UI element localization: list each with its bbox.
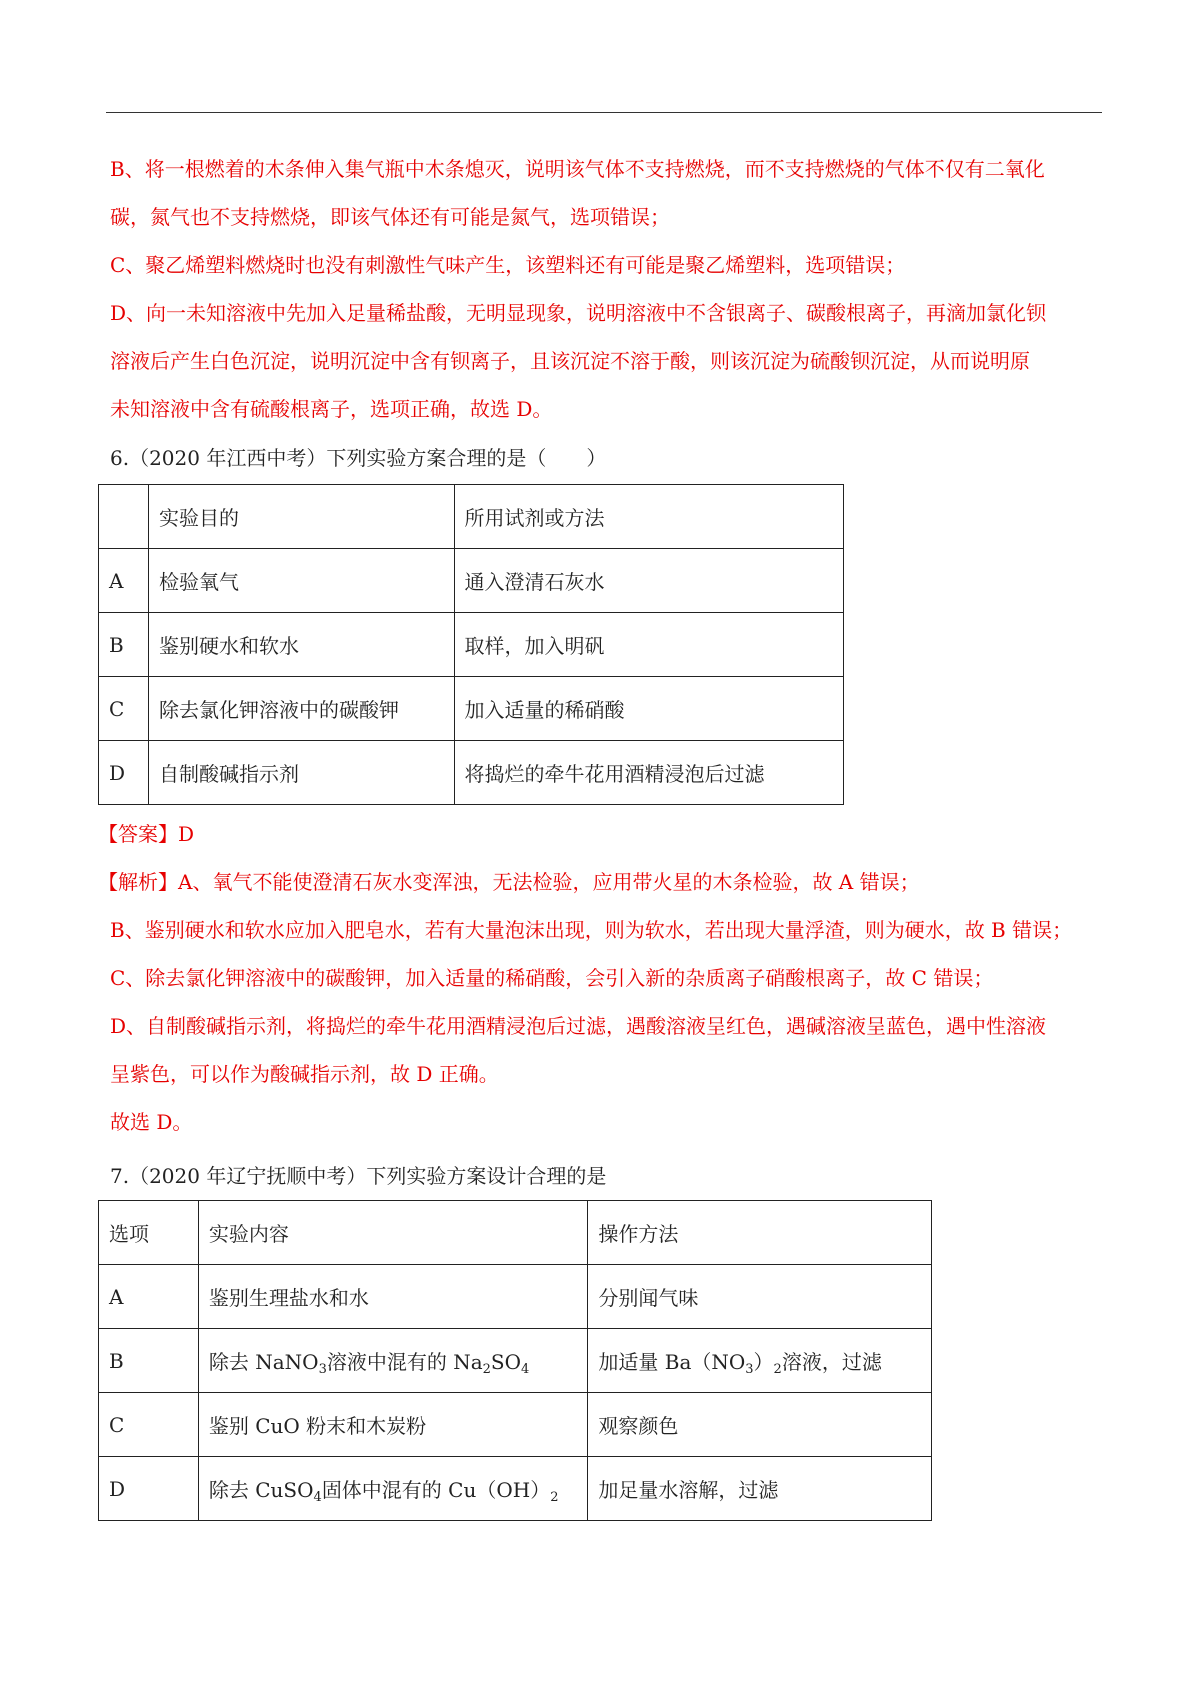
table-row (99, 1201, 932, 1265)
table-row (99, 1393, 932, 1457)
q6-cell-method: 将捣烂的牵牛花用酒精浸泡后过滤 (454, 741, 843, 805)
q7-cell-content: 鉴别 CuO 粉末和木炭粉 (198, 1393, 588, 1457)
q6-analysis-c: C、除去氯化钾溶液中的碳酸钾，加入适量的稀硝酸，会引入新的杂质离子硝酸根离子，故 C 错误； (110, 966, 994, 990)
table-row (99, 677, 844, 741)
q6-analysis-a: 【解析】A、氧气不能使澄清石灰水变浑浊，无法检验，应用带火星的木条检验，故 A 错误； (98, 870, 920, 894)
table-row (99, 485, 844, 549)
q7-header-content: 实验内容 (198, 1201, 588, 1265)
table-row (99, 613, 844, 677)
q6-cell-option: D (99, 741, 149, 805)
q5-analysis-d-line1: D、向一未知溶液中先加入足量稀盐酸，无明显现象，说明溶液中不含银离子、碳酸根离子，再滴加氯化钡 (110, 301, 1047, 325)
q6-cell-purpose: 自制酸碱指示剂 (148, 741, 454, 805)
q7-cell-option: B (99, 1329, 199, 1393)
q7-cell-method: 加适量 $Ba(NO_3)_2$溶液，过滤 (588, 1329, 932, 1393)
q5-analysis-b-line2: 碳，氮气也不支持燃烧，即该气体还有可能是氮气，选项错误； (110, 205, 670, 229)
table-row (99, 549, 844, 613)
q7-stem: 7.（2020 年辽宁抚顺中考）下列实验方案设计合理的是 (110, 1164, 607, 1188)
q6-analysis-b: B、鉴别硬水和软水应加入肥皂水，若有大量泡沫出现，则为软水，若出现大量浮渣，则为硬水，故 B 错误； (110, 918, 1073, 942)
table-row (99, 1457, 932, 1521)
q6-header-option (99, 485, 149, 549)
q6-cell-method: 取样，加入明矾 (454, 613, 843, 677)
q6-cell-option: A (99, 549, 149, 613)
q7-cell-content: 鉴别生理盐水和水 (198, 1265, 588, 1329)
q5-analysis-b-line1: B、将一根燃着的木条伸入集气瓶中木条熄灭，说明该气体不支持燃烧，而不支持燃烧的气体不仅有二氧化 (110, 157, 1045, 181)
q6-analysis-d2: 呈紫色，可以作为酸碱指示剂，故 D 正确。 (110, 1062, 499, 1086)
q5-analysis-c-line: C、聚乙烯塑料燃烧时也没有刺激性气味产生，该塑料还有可能是聚乙烯塑料，选项错误； (110, 253, 906, 277)
q7-cell-content: 除去 CuSO$_4$固体中混有的 $Cu(OH)_2$ (198, 1457, 588, 1521)
q6-cell-purpose: 检验氧气 (148, 549, 454, 613)
q6-answer-block (98, 810, 1102, 1146)
q5-analysis-d-line2: 溶液后产生白色沉淀，说明沉淀中含有钡离子，且该沉淀不溶于酸，则该沉淀为硫酸钡沉淀，从而说明原 (110, 349, 1030, 373)
header-rule (106, 112, 1102, 113)
q6-table (98, 484, 844, 805)
q6-cell-option: B (99, 613, 149, 677)
q7-table (98, 1200, 932, 1521)
q5-analysis (110, 145, 1102, 433)
q7-cell-method: 分别闻气味 (588, 1265, 932, 1329)
q6-analysis-d1: D、自制酸碱指示剂，将捣烂的牵牛花用酒精浸泡后过滤，遇酸溶液呈红色，遇碱溶液呈蓝色，遇中性溶液 (110, 1014, 1047, 1038)
q6-header-purpose: 实验目的 (148, 485, 454, 549)
q6-header-method: 所用试剂或方法 (454, 485, 843, 549)
q7-cell-content: 除去 NaNO$_3$溶液中混有的 $Na_2SO_4$ (198, 1329, 588, 1393)
q6-stem: 6.（2020 年江西中考）下列实验方案合理的是（ ） (110, 446, 607, 470)
q6-cell-purpose: 鉴别硬水和软水 (148, 613, 454, 677)
q7-header-method: 操作方法 (588, 1201, 932, 1265)
q7-header-option: 选项 (99, 1201, 199, 1265)
q6-conclusion: 故选 D。 (110, 1110, 193, 1134)
table-row (99, 741, 844, 805)
q7-cell-method: 加足量水溶解，过滤 (588, 1457, 932, 1521)
q6-cell-purpose: 除去氯化钾溶液中的碳酸钾 (148, 677, 454, 741)
table-row (99, 1265, 932, 1329)
q6-cell-option: C (99, 677, 149, 741)
q7-cell-option: C (99, 1393, 199, 1457)
q7-cell-option: A (99, 1265, 199, 1329)
table-row (99, 1329, 932, 1393)
q6-cell-method: 加入适量的稀硝酸 (454, 677, 843, 741)
q6-cell-method: 通入澄清石灰水 (454, 549, 843, 613)
q6-answer: 【答案】D (98, 822, 195, 846)
q5-analysis-d-line3: 未知溶液中含有硫酸根离子，选项正确，故选 D。 (110, 397, 553, 421)
q7-cell-method: 观察颜色 (588, 1393, 932, 1457)
q7-cell-option: D (99, 1457, 199, 1521)
